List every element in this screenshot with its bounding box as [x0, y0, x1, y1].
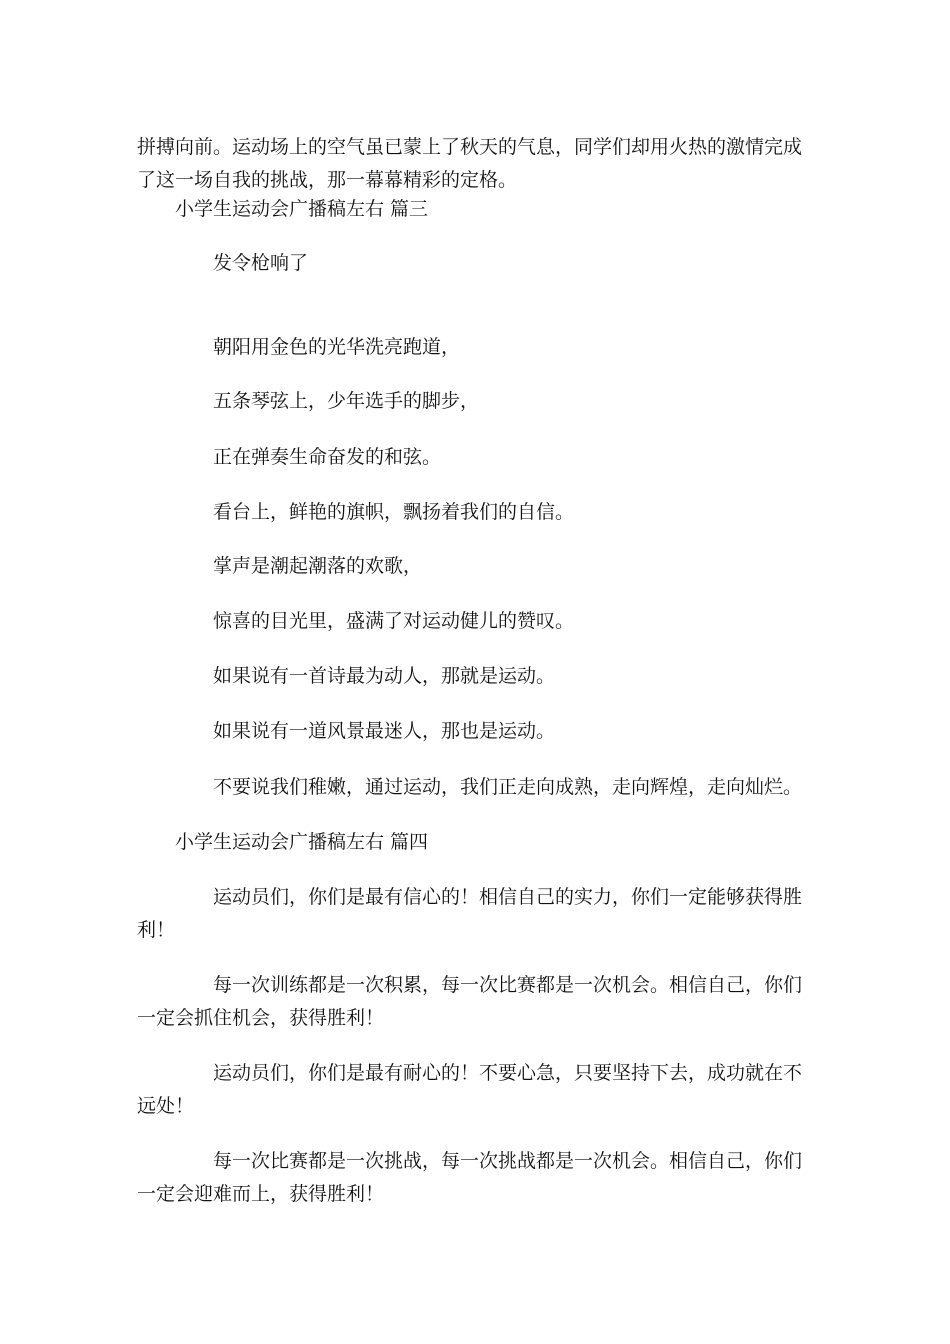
body-paragraph: 每一次训练都是一次积累，每一次比赛都是一次机会。相信自己，你们一定会抓住机会，获得胜利！ — [137, 974, 803, 1029]
poem-line: 朝阳用金色的光华洗亮跑道， — [213, 336, 461, 358]
poem-line: 不要说我们稚嫩，通过运动，我们正走向成熟，走向辉煌，走向灿烂。 — [213, 776, 803, 798]
body-paragraph: 每一次比赛都是一次挑战，每一次挑战都是一次机会。相信自己，你们一定会迎难而上，获得胜利！ — [137, 1150, 803, 1205]
poem-line: 惊喜的目光里，盛满了对运动健儿的赞叹。 — [213, 610, 575, 632]
poem-line: 正在弹奏生命奋发的和弦。 — [213, 446, 442, 468]
poem-line: 如果说有一首诗最为动人，那就是运动。 — [213, 665, 556, 687]
body-paragraph: 运动员们，你们是最有信心的！相信自己的实力，你们一定能够获得胜利！ — [137, 886, 803, 941]
poem-line: 五条琴弦上，少年选手的脚步， — [213, 390, 480, 412]
poem-line: 如果说有一道风景最迷人，那也是运动。 — [213, 720, 556, 742]
section-heading-3: 小学生运动会广播稿左右 篇三 — [175, 198, 429, 220]
section-heading-4: 小学生运动会广播稿左右 篇四 — [175, 831, 429, 853]
poem-line: 发令枪响了 — [213, 252, 309, 274]
body-paragraph: 运动员们，你们是最有耐心的！不要心急，只要坚持下去，成功就在不远处！ — [137, 1062, 803, 1117]
poem-line: 掌声是潮起潮落的欢歌， — [213, 555, 423, 577]
continuation-paragraph: 拼搏向前。运动场上的空气虽已蒙上了秋天的气息，同学们却用火热的激情完成了这一场自我的挑战，那一幕幕精彩的定格。 — [137, 136, 803, 191]
poem-line: 看台上，鲜艳的旗帜，飘扬着我们的自信。 — [213, 501, 575, 523]
